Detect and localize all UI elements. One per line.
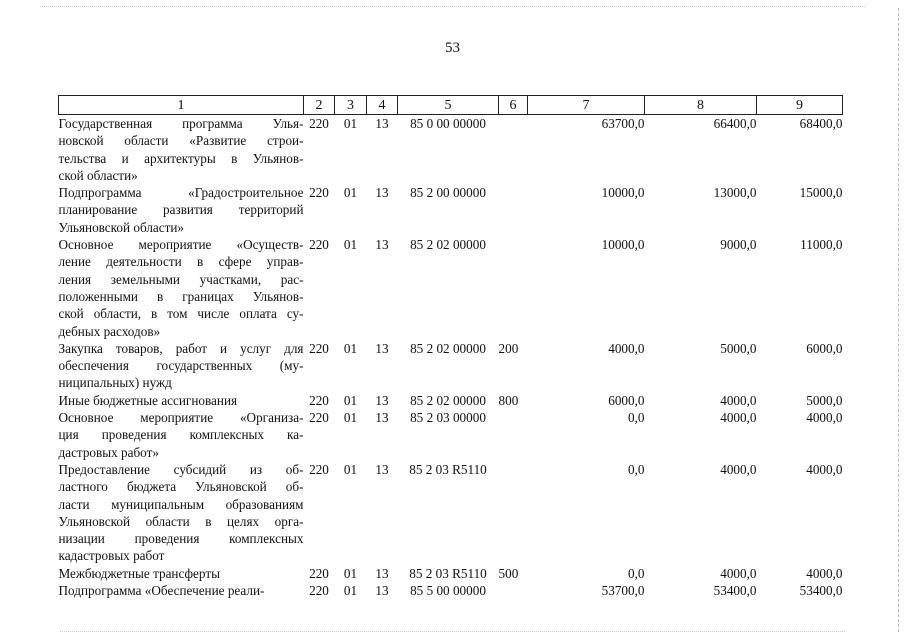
section-code: 01 — [343, 392, 358, 408]
col-header-7: 7 — [528, 96, 645, 115]
table-row — [59, 409, 843, 461]
target-article-code: 85 2 03 00000 — [410, 410, 486, 426]
subsection-code: 13 — [375, 461, 389, 477]
amount-col9: 68400,0 — [799, 116, 843, 131]
description-line: ской области» — [58, 167, 138, 183]
amount-col7: 4000,0 — [608, 340, 645, 356]
scan-edge-bottom — [60, 631, 845, 632]
table-row — [59, 461, 843, 565]
row-description — [59, 115, 304, 185]
scan-edge-top — [40, 6, 865, 7]
amount-col7: 0,0 — [628, 565, 645, 581]
subsection-code: 13 — [375, 392, 389, 408]
description-line: Закупка товаров, работ и услуг для — [58, 340, 304, 356]
ministry-code: 220 — [309, 461, 329, 477]
row-description — [59, 392, 304, 409]
target-article-code: 85 5 00 00000 — [410, 583, 486, 599]
description-line: низации проведения комплексных — [58, 531, 304, 547]
table-row — [59, 184, 843, 236]
section-code: 01 — [343, 185, 358, 201]
row-description — [59, 565, 304, 582]
amount-col7: 63700,0 — [601, 116, 645, 131]
expense-type-code — [499, 461, 528, 565]
subsection-code: 13 — [375, 185, 389, 201]
description-line: обеспечения государственных (му- — [58, 358, 304, 374]
ministry-code: 220 — [309, 340, 329, 356]
subsection-code: 13 — [375, 583, 389, 599]
description-line: Ульяновской области в целях орга- — [58, 513, 304, 529]
target-article-code: 85 2 02 00000 — [410, 340, 486, 356]
expense-type-code — [499, 236, 528, 340]
amount-col8: 13000,0 — [713, 185, 757, 201]
ministry-code: 220 — [309, 116, 329, 131]
amount-col7: 10000,0 — [601, 185, 645, 201]
ministry-code: 220 — [309, 583, 329, 599]
description-line: ления земельными участками, рас- — [58, 271, 304, 287]
description-line: ция проведения комплексных ка- — [58, 427, 304, 443]
section-code: 01 — [343, 116, 358, 131]
subsection-code: 13 — [375, 340, 389, 356]
table-header-row — [59, 96, 843, 115]
description-line: дебных расходов» — [58, 323, 161, 339]
section-code: 01 — [343, 461, 358, 477]
amount-col9: 15000,0 — [799, 185, 843, 201]
expense-type-code: 200 — [498, 340, 519, 356]
subsection-code: 13 — [375, 410, 389, 426]
amount-col9: 11000,0 — [800, 237, 843, 253]
amount-col9: 53400,0 — [799, 583, 843, 599]
target-article-code: 85 0 00 00000 — [410, 116, 486, 131]
expense-type-code — [499, 115, 528, 185]
row-description — [59, 582, 304, 599]
amount-col7: 0,0 — [628, 461, 645, 477]
table-row — [59, 392, 843, 409]
table-body — [59, 115, 843, 600]
section-code: 01 — [343, 583, 358, 599]
col-header-6: 6 — [499, 96, 528, 115]
section-code: 01 — [343, 340, 358, 356]
description-line: Межбюджетные трансферты — [58, 565, 220, 581]
description-line: положенными в границах Ульянов- — [58, 288, 304, 304]
target-article-code: 85 2 03 R5110 — [409, 565, 487, 581]
description-line: ниципальных) нужд — [58, 375, 172, 391]
section-code: 01 — [343, 237, 358, 253]
row-description — [59, 340, 304, 392]
col-header-3: 3 — [335, 96, 367, 115]
description-line: Государственная программа Улья- — [58, 116, 304, 131]
expense-type-code: 500 — [498, 565, 519, 581]
page-number: 53 — [445, 40, 460, 56]
table-row — [59, 340, 843, 392]
amount-col7: 53700,0 — [601, 583, 645, 599]
description-line: ской области, в том числе оплата су- — [58, 306, 304, 322]
amount-col8: 5000,0 — [720, 340, 757, 356]
subsection-code: 13 — [375, 116, 389, 131]
amount-col9: 4000,0 — [806, 410, 843, 426]
expense-type-code: 800 — [498, 392, 519, 408]
col-header-1: 1 — [59, 96, 304, 115]
amount-col7: 0,0 — [628, 410, 645, 426]
ministry-code: 220 — [309, 237, 329, 253]
amount-col7: 6000,0 — [608, 392, 645, 408]
amount-col8: 4000,0 — [720, 392, 757, 408]
col-header-2: 2 — [304, 96, 335, 115]
section-code: 01 — [343, 410, 358, 426]
target-article-code: 85 2 03 R5110 — [409, 461, 487, 477]
subsection-code: 13 — [375, 565, 389, 581]
amount-col7: 10000,0 — [601, 237, 645, 253]
target-article-code: 85 2 00 00000 — [410, 185, 486, 201]
description-line: ласти муниципальным образованиям — [58, 496, 304, 512]
ministry-code: 220 — [309, 185, 329, 201]
amount-col9: 5000,0 — [806, 392, 843, 408]
row-description — [59, 461, 304, 565]
scan-edge-right — [898, 8, 899, 632]
expense-type-code — [499, 582, 528, 599]
subsection-code: 13 — [375, 237, 389, 253]
description-line: Ульяновской области» — [58, 219, 185, 235]
description-line: Основное мероприятие «Организа- — [58, 410, 304, 426]
row-description — [59, 184, 304, 236]
description-line: Предоставление субсидий из об- — [58, 461, 304, 477]
amount-col9: 4000,0 — [806, 461, 843, 477]
table-row — [59, 236, 843, 340]
col-header-4: 4 — [367, 96, 398, 115]
target-article-code: 85 2 02 00000 — [410, 237, 486, 253]
amount-col8: 4000,0 — [720, 461, 757, 477]
section-code: 01 — [343, 565, 358, 581]
table-row — [59, 582, 843, 599]
table-row — [59, 565, 843, 582]
row-description — [59, 236, 304, 340]
ministry-code: 220 — [309, 410, 329, 426]
budget-table — [58, 95, 843, 599]
amount-col8: 9000,0 — [720, 237, 757, 253]
amount-col9: 4000,0 — [806, 565, 843, 581]
amount-col8: 66400,0 — [713, 116, 757, 131]
amount-col8: 4000,0 — [720, 410, 757, 426]
description-line: кадастровых работ — [58, 548, 165, 564]
description-line: Основное мероприятие «Осуществ- — [58, 237, 304, 253]
amount-col9: 6000,0 — [806, 340, 843, 356]
col-header-8: 8 — [645, 96, 757, 115]
row-description — [59, 409, 304, 461]
amount-col8: 53400,0 — [713, 583, 757, 599]
expense-type-code — [499, 184, 528, 236]
ministry-code: 220 — [309, 565, 329, 581]
description-line: дастровых работ» — [58, 444, 159, 460]
amount-col8: 4000,0 — [720, 565, 757, 581]
expense-type-code — [499, 409, 528, 461]
ministry-code: 220 — [309, 392, 329, 408]
description-line: планирование развития территорий — [58, 202, 304, 218]
table-row — [59, 115, 843, 185]
description-line: ластного бюджета Ульяновской об- — [58, 479, 304, 495]
description-line: ление деятельности в сфере управ- — [58, 254, 304, 270]
description-line: тельства и архитектуры в Ульянов- — [58, 150, 304, 166]
description-line: Подпрограмма «Обеспечение реали- — [58, 583, 265, 599]
col-header-9: 9 — [757, 96, 843, 115]
col-header-5: 5 — [398, 96, 499, 115]
description-line: Подпрограмма «Градостроительное — [58, 185, 304, 201]
description-line: Иные бюджетные ассигнования — [58, 392, 238, 408]
description-line: новской области «Развитие строи- — [58, 133, 304, 149]
target-article-code: 85 2 02 00000 — [410, 392, 486, 408]
